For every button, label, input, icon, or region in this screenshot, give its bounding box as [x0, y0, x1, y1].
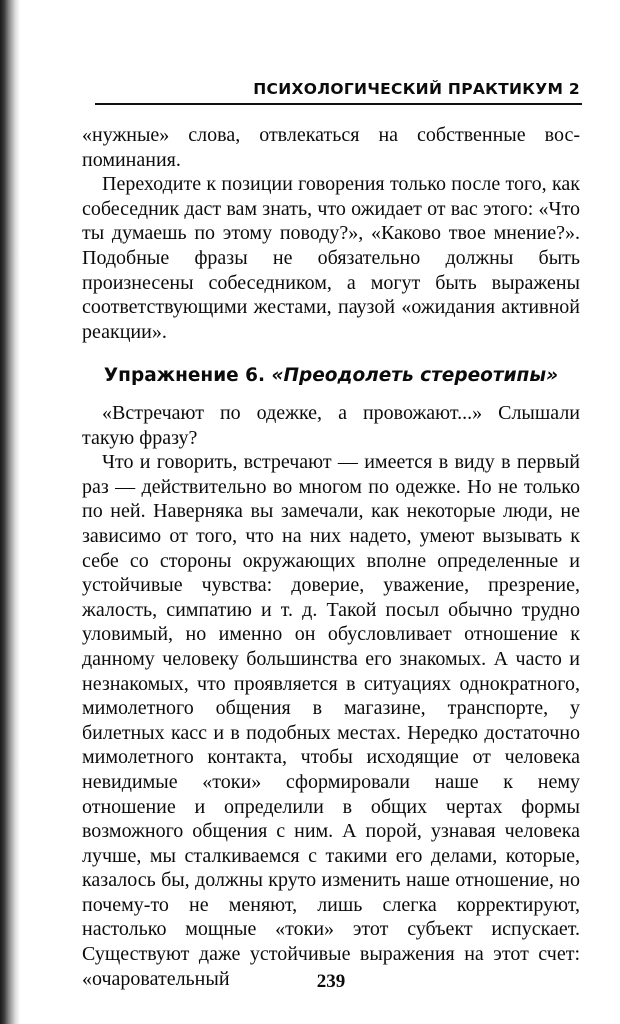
exercise-heading-prefix: Упражнение 6. — [103, 365, 272, 386]
text-block-main — [82, 401, 580, 991]
text-block-top — [82, 123, 580, 344]
header-rule — [95, 103, 582, 105]
page-number: 239 — [316, 971, 346, 992]
running-head: ПСИХОЛОГИЧЕСКИЙ ПРАКТИКУМ 2 — [253, 80, 580, 98]
exercise-heading-title: «Преодолеть стереотипы» — [271, 365, 559, 386]
paragraph-first-impression: Что и говорить, встречают — имеется в виду в первый раз — действительно во многом по одежке. Но не только по ней. Наверняка вы замечали, как некоторые люди, не зависимо от того, что на них надето, умеют вызывать к себе со стороны окружающих вполне определенные и устойчивые чувства: доверие, уважение, презрение, жалость, симпатию и т. д. Такой посыл обычно трудно уловимый, но именно он обусловливает отношение к данному человеку большинства его знакомых. А часто и незнакомых, что проявляется в ситуациях однократного, мимолетного общения в магазине, транспорте, у билетных касс и в подобных местах. Нередко достаточно мимолетного контакта, чтобы исходящие от человека невидимые «токи» сформировали наше к нему отношение и определили в общих чертах формы возможного общения с ним. А порой, узнавая человека лучше, мы сталкиваемся с такими его делами, которые, казалось бы, должны круто изменить наше отношение, но почему-то не меняют, лишь слегка корректируют, настолько мощные «токи» этот субъект испускает. Существуют даже устойчивые выражения на этот счет: «очаровательный — [82, 451, 580, 990]
paragraph-continued: «нужные» слова, отвлекаться на собственные воспоминания. — [82, 124, 580, 171]
paragraph-proverb: «Встречают по одежке, а провожают...» Слышали такую фразу? — [82, 402, 580, 449]
exercise-heading — [82, 363, 580, 389]
page-binding-shadow — [0, 0, 20, 1024]
paragraph-speaking-position: Переходите к позиции говорения только после того, как собеседник даст вам знать, что ожидает от вас этого: «Что ты думаешь по этому поводу?», «Каково твое мнение?». Подобные фразы не обязательно должны быть произнесены собеседником, а могут быть выражены соответствующими жестами, паузой «ожидания активной реакции». — [82, 173, 580, 343]
